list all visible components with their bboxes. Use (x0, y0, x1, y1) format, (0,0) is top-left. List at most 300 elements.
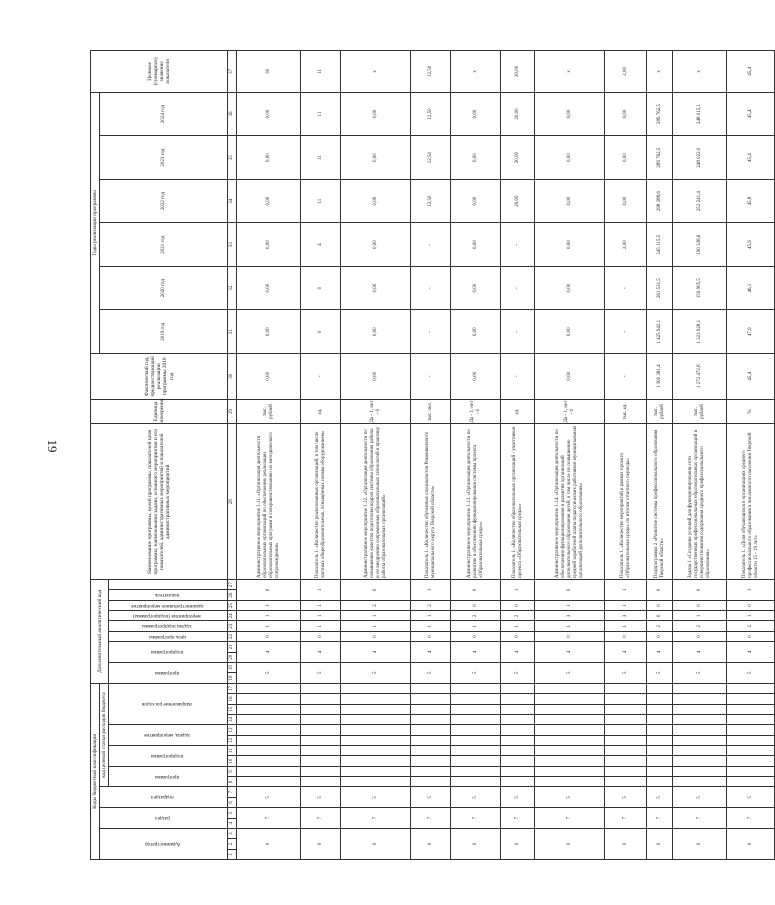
row-name-cell: Показатель 1. «Доля обучающихся в организациях среднего профессионального образования в численности населения Тверской области 15 - 19 лет» (727, 424, 775, 580)
target-code-cell (301, 683, 341, 694)
target-code-cell (301, 766, 341, 776)
target-code-cell (727, 704, 775, 714)
target-code-cell (647, 756, 673, 766)
target-code-cell (605, 725, 647, 735)
extra-code-cell: 4 (451, 642, 501, 663)
direction-code-header (109, 683, 228, 725)
column-index-cell: 22 (228, 631, 237, 641)
table-row (411, 51, 451, 860)
target-code-cell (341, 766, 411, 776)
row-fact-cell: - (301, 353, 341, 399)
target-code-cell (501, 746, 535, 756)
target-code-cell (727, 725, 775, 735)
extra-code-cell: 0 (237, 579, 301, 600)
code-cell: 0 (341, 828, 411, 859)
target-code-cell (673, 704, 727, 714)
row-year-value-cell: 0,00 (341, 223, 411, 267)
extra-code-cell: 0 (451, 631, 501, 641)
row-year-value-cell: 0 (301, 266, 341, 310)
row-year-value-cell: 12,50 (411, 136, 451, 180)
row-year-value-cell: 11 (301, 92, 341, 136)
code-cell: 0 (605, 828, 647, 859)
row-year-value-cell: 0,00 (341, 310, 411, 354)
row-year-value-cell: 11 (301, 179, 341, 223)
extra-code-cell: 2 (411, 600, 451, 610)
extra-code-cell: 4 (647, 642, 673, 663)
code-cell: 7 (451, 808, 501, 829)
row-year-value-cell: 248 022,0 (673, 136, 727, 180)
program-years-header: Годы реализации программы (91, 92, 100, 353)
target-code-cell (501, 777, 535, 787)
row-year-value-cell: 0,00 (237, 266, 301, 310)
target-code-cell (535, 725, 605, 735)
column-index-cell: 12 (228, 735, 237, 745)
row-name-cell: Подпрограмма 2 «Развитие системы профессионального образования Тверской области» (647, 424, 673, 580)
row-year-value-cell: 2,00 (605, 223, 647, 267)
target-code-cell (237, 714, 301, 724)
row-unit-cell: тыс. рублей (237, 399, 301, 424)
target-code-cell (501, 756, 535, 766)
extra-code-cell: 5 (673, 662, 727, 683)
extra-code-cell: 0 (673, 600, 727, 610)
code-cell: 0 (535, 828, 605, 859)
row-year-value-cell: 261 531,5 (647, 266, 673, 310)
year-header-2023: 2023 год (100, 136, 228, 180)
target-code-cell (501, 725, 535, 735)
row-year-value-cell: 0,00 (237, 179, 301, 223)
target-code-cell (673, 683, 727, 694)
year-header-2024: 2024 год (100, 92, 228, 136)
target-code-cell (673, 714, 727, 724)
extra-code-cell: 0 (237, 631, 301, 641)
extra-code-cell: 1 (341, 611, 411, 621)
year-header-2021: 2021 год (100, 223, 228, 267)
row-year-value-cell: 4 (301, 223, 341, 267)
extra-code-cell: 0 (301, 631, 341, 641)
row-year-value-cell: - (411, 266, 451, 310)
code-cell: 7 (411, 808, 451, 829)
row-year-value-cell: - (501, 310, 535, 354)
row-year-value-cell: 11 (301, 136, 341, 180)
row-name-cell: Административное мероприятие 1.14. «Организация деятельности по обеспечению функционирования и развития организаций дополнительного образования детей, в том числе по повышению средней заработной платы педагогических работников муниципальных организаций дополнительного образования» (535, 424, 605, 580)
year-header-2019: 2019 год (100, 310, 228, 354)
extra-code-cell: 0 (451, 600, 501, 610)
extra-code-cell: 0 (341, 579, 411, 600)
extra-code-cell: 1 (237, 600, 301, 610)
target-code-cell (673, 694, 727, 704)
year-header-2022: 2022 год (100, 179, 228, 223)
extra-subprogram-label: подпрограмма (151, 649, 184, 656)
target-code-cell (647, 704, 673, 714)
row-name-cell: Показатель 1. «Количество обученных специалистов Рамешковского муниципального округа Тверской области» (411, 424, 451, 580)
row-unit-cell: ед. (501, 399, 535, 424)
row-year-value-cell: 298 288,6 (647, 179, 673, 223)
row-year-value-cell: 252 241,4 (673, 179, 727, 223)
code-cell: 0 (727, 828, 775, 859)
row-year-value-cell: 0,00 (451, 136, 501, 180)
extra-code-cell: 1 (411, 579, 451, 600)
target-code-cell (411, 694, 451, 704)
row-year-value-cell: 0 (301, 310, 341, 354)
row-year-value-cell: - (411, 223, 451, 267)
target-code-cell (673, 735, 727, 745)
extra-goal-header (109, 631, 228, 641)
code-cell: 5 (301, 787, 341, 808)
row-year-value-cell: 45,4 (727, 136, 775, 180)
target-code-cell (451, 777, 501, 787)
code-cell: 0 (237, 828, 301, 859)
extra-indicator-label: показатель (155, 592, 180, 599)
target-code-cell (341, 756, 411, 766)
row-year-value-cell: 190 338,6 (673, 223, 727, 267)
target-code-cell (535, 694, 605, 704)
column-index-cell: 23 (228, 621, 237, 631)
code-cell: 0 (301, 828, 341, 859)
subprogram-code-header (109, 746, 228, 767)
row-year-value-cell: 20,00 (501, 92, 535, 136)
direction-code-label: направление расходов (142, 701, 193, 708)
row-year-value-cell: 45,9 (727, 223, 775, 267)
row-year-value-cell: 20,00 (501, 179, 535, 223)
achievement-header: Целевое (суммарное) значение показателя (91, 51, 228, 93)
row-total-cell: х (647, 51, 673, 93)
target-code-cell (535, 704, 605, 714)
row-year-value-cell: 0,00 (535, 223, 605, 267)
target-code-cell (673, 725, 727, 735)
target-code-cell (673, 766, 727, 776)
target-code-cell (727, 766, 775, 776)
extra-task-header (109, 621, 228, 631)
code-cell: 7 (341, 808, 411, 829)
target-code-cell (501, 766, 535, 776)
row-year-value-cell: 0,00 (535, 266, 605, 310)
extra-code-cell: 2 (647, 621, 673, 631)
target-code-cell (237, 746, 301, 756)
code-cell: 7 (727, 808, 775, 829)
target-code-cell (341, 694, 411, 704)
target-code-cell (535, 766, 605, 776)
column-index-cell: 17 (228, 683, 237, 694)
row-name-cell: Показатель 1. «Количество образовательных организаций - участников проекта «Образовательная среда»» (501, 424, 535, 580)
target-code-cell (605, 714, 647, 724)
table-row (727, 51, 775, 860)
row-year-value-cell: 0,00 (535, 92, 605, 136)
fact-header: Фактический год, предшествующий реализации программы 2018 год (91, 353, 228, 399)
row-year-value-cell: 0,00 (451, 92, 501, 136)
target-code-cell (301, 735, 341, 745)
target-code-cell (501, 714, 535, 724)
extra-code-cell: 4 (673, 642, 727, 663)
row-unit-cell: тыс. чел. (411, 399, 451, 424)
extra-code-cell: 5 (341, 662, 411, 683)
row-year-value-cell: 0,00 (535, 179, 605, 223)
target-code-cell (451, 756, 501, 766)
code-cell: 0 (451, 828, 501, 859)
target-code-cell (411, 714, 451, 724)
name-header: Наименование программы, целей программы, показателей цели программы, наименования задачи, основного мероприятия и его показателей, административных мероприятий и показателей административных мероприятий (91, 424, 228, 580)
target-code-cell (501, 704, 535, 714)
code-cell: 5 (411, 787, 451, 808)
target-code-cell (605, 735, 647, 745)
target-code-cell (237, 683, 301, 694)
target-code-cell (411, 683, 451, 694)
row-unit-cell: тыс. ед. (605, 399, 647, 424)
row-year-value-cell: 0,00 (237, 310, 301, 354)
target-code-cell (501, 694, 535, 704)
target-code-cell (605, 694, 647, 704)
row-fact-cell: 0,00 (535, 353, 605, 399)
extra-code-cell: 0 (535, 631, 605, 641)
extra-code-cell: 0 (673, 631, 727, 641)
target-code-cell (605, 766, 647, 776)
table-row (647, 51, 673, 860)
row-year-value-cell: 47,9 (727, 310, 775, 354)
row-name-cell: Административное мероприятие 1.12. «Организация деятельности по повышению качества подготовки кадров системы образования района и по внедрению современных образовательных технологий в практику работы образовательных организаций» (341, 424, 411, 580)
extra-code-cell: 0 (727, 600, 775, 610)
extra-code-cell: 0 (673, 579, 727, 600)
extra-event-header (109, 611, 228, 621)
row-year-value-cell: 45,4 (727, 92, 775, 136)
target-code-cell (411, 704, 451, 714)
row-fact-cell: 1 300 381,4 (647, 353, 673, 399)
target-code-cell (535, 735, 605, 745)
row-year-value-cell: - (501, 266, 535, 310)
extra-code-cell: 0 (647, 631, 673, 641)
column-index-cell: 6 (228, 797, 237, 807)
program-code-header (109, 766, 228, 787)
extra-code-cell: 4 (605, 642, 647, 663)
column-index-cell: 30 (228, 353, 237, 399)
target-code-cell (237, 766, 301, 776)
row-year-value-cell: 0,00 (451, 179, 501, 223)
target-code-cell (301, 746, 341, 756)
extra-code-cell: 1 (237, 621, 301, 631)
code-cell: 5 (501, 787, 535, 808)
target-code-cell (341, 704, 411, 714)
extra-code-cell: 0 (535, 579, 605, 600)
section-code-label: раздел (155, 815, 171, 822)
extra-code-cell: 4 (341, 642, 411, 663)
code-cell: 7 (647, 808, 673, 829)
target-code-cell (411, 777, 451, 787)
column-index-cell: 33 (228, 223, 237, 267)
column-index-cell: 35 (228, 136, 237, 180)
code-cell: 5 (647, 787, 673, 808)
row-year-value-cell: 1 425 942,1 (647, 310, 673, 354)
target-code-cell (673, 756, 727, 766)
target-code-cell (341, 746, 411, 756)
extra-code-cell: 5 (451, 662, 501, 683)
code-cell: 7 (501, 808, 535, 829)
row-fact-cell: - (411, 353, 451, 399)
target-code-cell (535, 756, 605, 766)
extra-code-cell: 5 (647, 662, 673, 683)
year-header-2020: 2020 год (100, 266, 228, 310)
column-index-cell: 19 (228, 662, 237, 672)
row-year-value-cell: - (605, 266, 647, 310)
column-index-cell: 13 (228, 725, 237, 735)
row-year-value-cell: 289 762,5 (647, 136, 673, 180)
extra-code-cell: 5 (301, 662, 341, 683)
column-index-cell: 4 (228, 818, 237, 828)
table-row (301, 51, 341, 860)
admin-code-label: Администратор (144, 841, 181, 848)
target-code-cell (727, 694, 775, 704)
program-table (90, 50, 775, 860)
target-code-cell (673, 746, 727, 756)
extra-admin-event-header (109, 600, 228, 610)
code-cell: 5 (727, 787, 775, 808)
row-unit-cell: ед. (301, 399, 341, 424)
extra-code-cell: 1 (301, 611, 341, 621)
target-code-cell (411, 756, 451, 766)
extra-code-cell: 5 (727, 662, 775, 683)
row-total-cell: 11 (301, 51, 341, 93)
target-code-cell (237, 725, 301, 735)
extra-code-cell: 2 (501, 611, 535, 621)
row-year-value-cell: 0,00 (237, 136, 301, 180)
extra-code-cell: 1 (605, 621, 647, 631)
column-index-cell: 14 (228, 714, 237, 724)
column-index-cell: 21 (228, 642, 237, 652)
target-code-cell (727, 683, 775, 694)
subsection-code-header (100, 787, 228, 808)
row-year-value-cell: 45,8 (727, 179, 775, 223)
row-total-cell: 30 (237, 51, 301, 93)
rotated-table-inner (90, 50, 759, 860)
row-fact-cell: 45,4 (727, 353, 775, 399)
column-index-cell: 37 (228, 51, 237, 93)
extra-code-cell: 1 (535, 621, 605, 631)
row-name-cell: Административное мероприятие 1.13. «Организация деятельности по развитию и обеспечению функционирования системы проекта «Образовательная среда»» (451, 424, 501, 580)
section-code-header (100, 808, 228, 829)
row-year-value-cell: 12,50 (411, 92, 451, 136)
row-year-value-cell: 159 905,5 (673, 266, 727, 310)
row-year-value-cell: 0,00 (451, 310, 501, 354)
row-fact-cell: - (605, 353, 647, 399)
extra-code-cell: 1 (501, 579, 535, 600)
target-code-cell (451, 735, 501, 745)
target-code-cell (605, 777, 647, 787)
column-index-cell: 24 (228, 611, 237, 621)
code-cell: 7 (605, 808, 647, 829)
target-code-cell (727, 714, 775, 724)
extra-code-cell: 1 (411, 621, 451, 631)
target-code-cell (301, 694, 341, 704)
row-year-value-cell: 0,00 (341, 266, 411, 310)
column-index-cell: 32 (228, 266, 237, 310)
row-year-value-cell: 0,00 (451, 223, 501, 267)
column-index-cell: 2 (228, 839, 237, 849)
row-year-value-cell: 0,00 (237, 223, 301, 267)
target-code-cell (501, 683, 535, 694)
rotated-table-area (90, 50, 759, 860)
code-cell: 7 (535, 808, 605, 829)
target-code-cell (237, 756, 301, 766)
row-year-value-cell: 0,00 (605, 92, 647, 136)
target-code-cell (341, 777, 411, 787)
code-cell: 7 (237, 808, 301, 829)
table-row (341, 51, 411, 860)
target-code-cell (301, 777, 341, 787)
row-total-cell: 12,50 (411, 51, 451, 93)
extra-code-cell: 0 (647, 579, 673, 600)
target-code-cell (301, 714, 341, 724)
target-code-cell (341, 725, 411, 735)
row-total-cell: 2,00 (605, 51, 647, 93)
column-index-cell: 16 (228, 694, 237, 704)
target-code-cell (411, 725, 451, 735)
extra-code-cell: 1 (237, 611, 301, 621)
target-code-cell (341, 735, 411, 745)
extra-code-cell: 0 (501, 600, 535, 610)
code-cell: 5 (535, 787, 605, 808)
column-index-row (228, 51, 237, 860)
code-cell: 0 (673, 828, 727, 859)
column-index-cell: 10 (228, 756, 237, 766)
target-code-cell (411, 735, 451, 745)
column-index-cell: 8 (228, 777, 237, 787)
extra-code-cell: 0 (501, 631, 535, 641)
code-cell: 0 (647, 828, 673, 859)
target-code-cell (647, 777, 673, 787)
row-year-value-cell: - (501, 223, 535, 267)
extra-code-cell: 1 (501, 621, 535, 631)
target-code-cell (647, 725, 673, 735)
row-year-value-cell: 1 323 928,1 (673, 310, 727, 354)
code-cell: 7 (673, 808, 727, 829)
task-code-label: задача, мероприятие (144, 732, 191, 739)
extra-code-cell: 0 (605, 631, 647, 641)
table-row (501, 51, 535, 860)
column-index-cell: 27 (228, 579, 237, 589)
target-code-cell (301, 704, 341, 714)
extra-code-cell: 1 (605, 579, 647, 600)
target-code-cell (535, 714, 605, 724)
target-code-cell (605, 683, 647, 694)
subsection-code-label: подраздел (151, 794, 175, 801)
extra-code-cell: 0 (451, 579, 501, 600)
code-cell: 5 (341, 787, 411, 808)
target-code-cell (673, 777, 727, 787)
row-year-value-cell: 12,50 (411, 179, 451, 223)
row-unit-cell: % (727, 399, 775, 424)
target-code-cell (451, 766, 501, 776)
code-cell: 5 (237, 787, 301, 808)
extra-code-cell: 1 (605, 600, 647, 610)
column-index-cell: 3 (228, 828, 237, 838)
row-name-cell: Задача 1 «Создание условий для функционирования сети государственных профессиональных образовательных организаций и совершенствования содержания среднего профессионального образования» (673, 424, 727, 580)
extra-code-cell: 4 (535, 642, 605, 663)
row-year-value-cell: 0,00 (237, 92, 301, 136)
row-year-value-cell: 0,00 (341, 136, 411, 180)
extra-code-cell: 3 (535, 611, 605, 621)
extra-code-cell: 1 (673, 611, 727, 621)
row-year-value-cell: 0,00 (341, 92, 411, 136)
extra-group-header: Дополнительный аналитический код (91, 579, 109, 683)
page-number: 19 (45, 439, 60, 453)
row-total-cell: х (535, 51, 605, 93)
row-name-cell: Показатель 1. «Количество реализованных организаций, в том числе частных общеобразовательных, оснащённых новым оборудованием» (301, 424, 341, 580)
extra-code-cell: 3 (605, 611, 647, 621)
extra-code-cell: 1 (301, 600, 341, 610)
target-code-cell (727, 746, 775, 756)
code-cell: 7 (301, 808, 341, 829)
subprogram-code-label: подпрограмма (151, 753, 184, 760)
extra-indicator-header (109, 590, 228, 600)
target-code-cell (451, 725, 501, 735)
column-index-cell: 5 (228, 808, 237, 818)
